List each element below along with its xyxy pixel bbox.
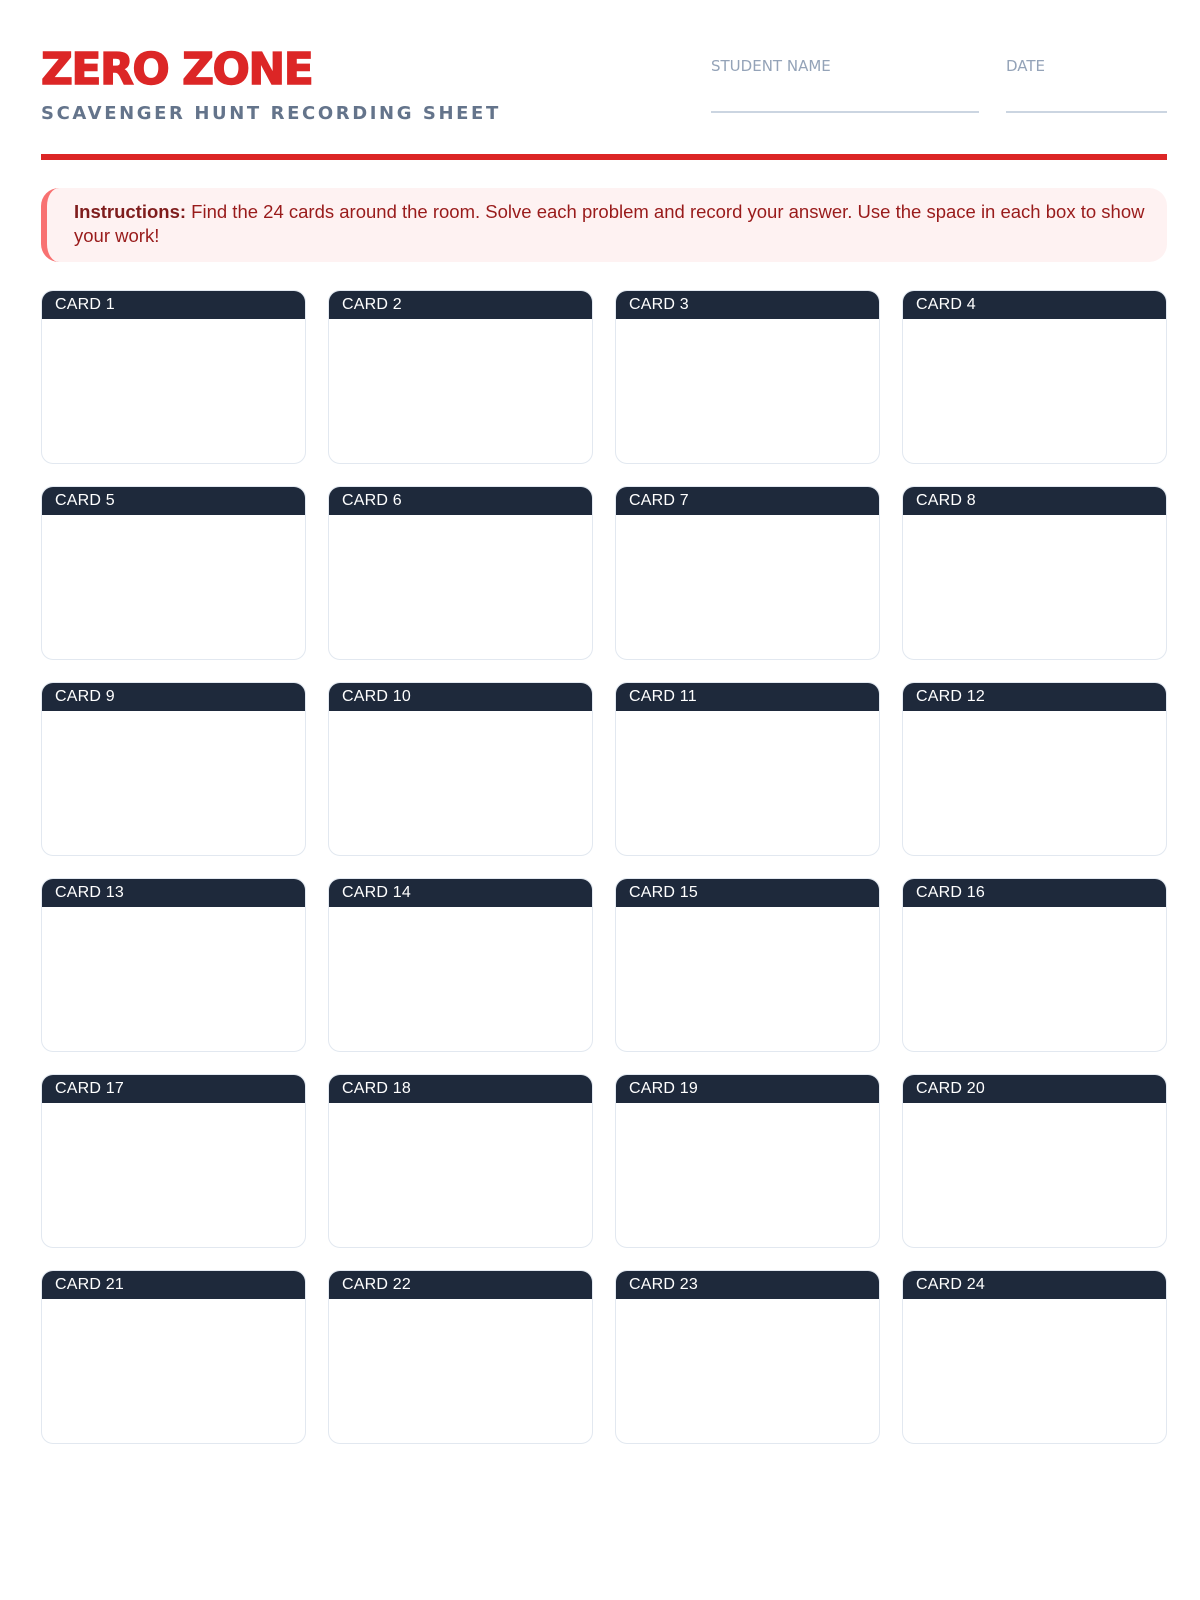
card-answer-space[interactable] xyxy=(903,515,1166,659)
answer-card xyxy=(41,486,306,660)
card-answer-space[interactable] xyxy=(42,907,305,1051)
date-field[interactable] xyxy=(1006,57,1045,75)
card-answer-space[interactable] xyxy=(329,1103,592,1247)
answer-card xyxy=(328,1270,593,1444)
answer-card xyxy=(328,1074,593,1248)
card-label: CARD 14 xyxy=(329,879,592,907)
answer-card xyxy=(615,878,880,1052)
answer-card xyxy=(615,290,880,464)
card-answer-space[interactable] xyxy=(903,907,1166,1051)
answer-card xyxy=(902,1074,1167,1248)
answer-card xyxy=(328,486,593,660)
card-answer-space[interactable] xyxy=(903,1299,1166,1443)
answer-card xyxy=(328,682,593,856)
answer-card xyxy=(615,486,880,660)
card-label: CARD 9 xyxy=(42,683,305,711)
card-label: CARD 22 xyxy=(329,1271,592,1299)
card-label: CARD 18 xyxy=(329,1075,592,1103)
card-answer-space[interactable] xyxy=(616,515,879,659)
answer-card xyxy=(902,290,1167,464)
answer-card xyxy=(41,1074,306,1248)
card-answer-space[interactable] xyxy=(616,711,879,855)
date-line[interactable] xyxy=(1006,111,1167,113)
card-label: CARD 19 xyxy=(616,1075,879,1103)
card-label: CARD 8 xyxy=(903,487,1166,515)
card-label: CARD 13 xyxy=(42,879,305,907)
answer-card xyxy=(41,1270,306,1444)
student-name-field[interactable] xyxy=(711,57,831,75)
card-label: CARD 6 xyxy=(329,487,592,515)
card-grid xyxy=(41,290,1167,1444)
answer-card xyxy=(615,1074,880,1248)
card-answer-space[interactable] xyxy=(42,711,305,855)
answer-card xyxy=(328,878,593,1052)
answer-card xyxy=(615,1270,880,1444)
page-title: ZERO ZONE xyxy=(41,44,313,95)
card-label: CARD 20 xyxy=(903,1075,1166,1103)
card-label: CARD 21 xyxy=(42,1271,305,1299)
card-label: CARD 16 xyxy=(903,879,1166,907)
card-label: CARD 2 xyxy=(329,291,592,319)
instructions-text: Find the 24 cards around the room. Solve each problem and record your answer. Use the space in each box to show your work! xyxy=(74,201,1145,246)
card-label: CARD 11 xyxy=(616,683,879,711)
card-answer-space[interactable] xyxy=(329,515,592,659)
card-answer-space[interactable] xyxy=(903,1103,1166,1247)
answer-card xyxy=(902,1270,1167,1444)
header-divider xyxy=(41,154,1167,160)
answer-card xyxy=(902,878,1167,1052)
answer-card xyxy=(902,486,1167,660)
card-answer-space[interactable] xyxy=(329,711,592,855)
card-answer-space[interactable] xyxy=(42,319,305,463)
card-label: CARD 12 xyxy=(903,683,1166,711)
card-answer-space[interactable] xyxy=(616,319,879,463)
card-label: CARD 5 xyxy=(42,487,305,515)
card-label: CARD 1 xyxy=(42,291,305,319)
card-answer-space[interactable] xyxy=(42,515,305,659)
card-label: CARD 3 xyxy=(616,291,879,319)
answer-card xyxy=(328,290,593,464)
page-subtitle: SCAVENGER HUNT RECORDING SHEET xyxy=(41,103,501,124)
card-answer-space[interactable] xyxy=(329,907,592,1051)
card-label: CARD 15 xyxy=(616,879,879,907)
card-label: CARD 24 xyxy=(903,1271,1166,1299)
card-answer-space[interactable] xyxy=(329,319,592,463)
student-name-line[interactable] xyxy=(711,111,979,113)
answer-card xyxy=(902,682,1167,856)
card-label: CARD 7 xyxy=(616,487,879,515)
card-answer-space[interactable] xyxy=(616,1299,879,1443)
answer-card xyxy=(41,682,306,856)
student-name-label: STUDENT NAME xyxy=(711,57,831,75)
instructions-lead: Instructions: xyxy=(74,201,187,222)
card-answer-space[interactable] xyxy=(329,1299,592,1443)
card-label: CARD 17 xyxy=(42,1075,305,1103)
answer-card xyxy=(41,290,306,464)
card-answer-space[interactable] xyxy=(903,319,1166,463)
answer-card xyxy=(615,682,880,856)
card-answer-space[interactable] xyxy=(42,1103,305,1247)
card-answer-space[interactable] xyxy=(903,711,1166,855)
answer-card xyxy=(41,878,306,1052)
sheet-header xyxy=(41,0,1167,158)
card-answer-space[interactable] xyxy=(616,907,879,1051)
card-answer-space[interactable] xyxy=(42,1299,305,1443)
card-answer-space[interactable] xyxy=(616,1103,879,1247)
date-label: DATE xyxy=(1006,57,1046,75)
recording-sheet xyxy=(41,0,1167,1293)
instructions-box xyxy=(41,188,1167,262)
card-label: CARD 4 xyxy=(903,291,1166,319)
card-label: CARD 10 xyxy=(329,683,592,711)
card-label: CARD 23 xyxy=(616,1271,879,1299)
